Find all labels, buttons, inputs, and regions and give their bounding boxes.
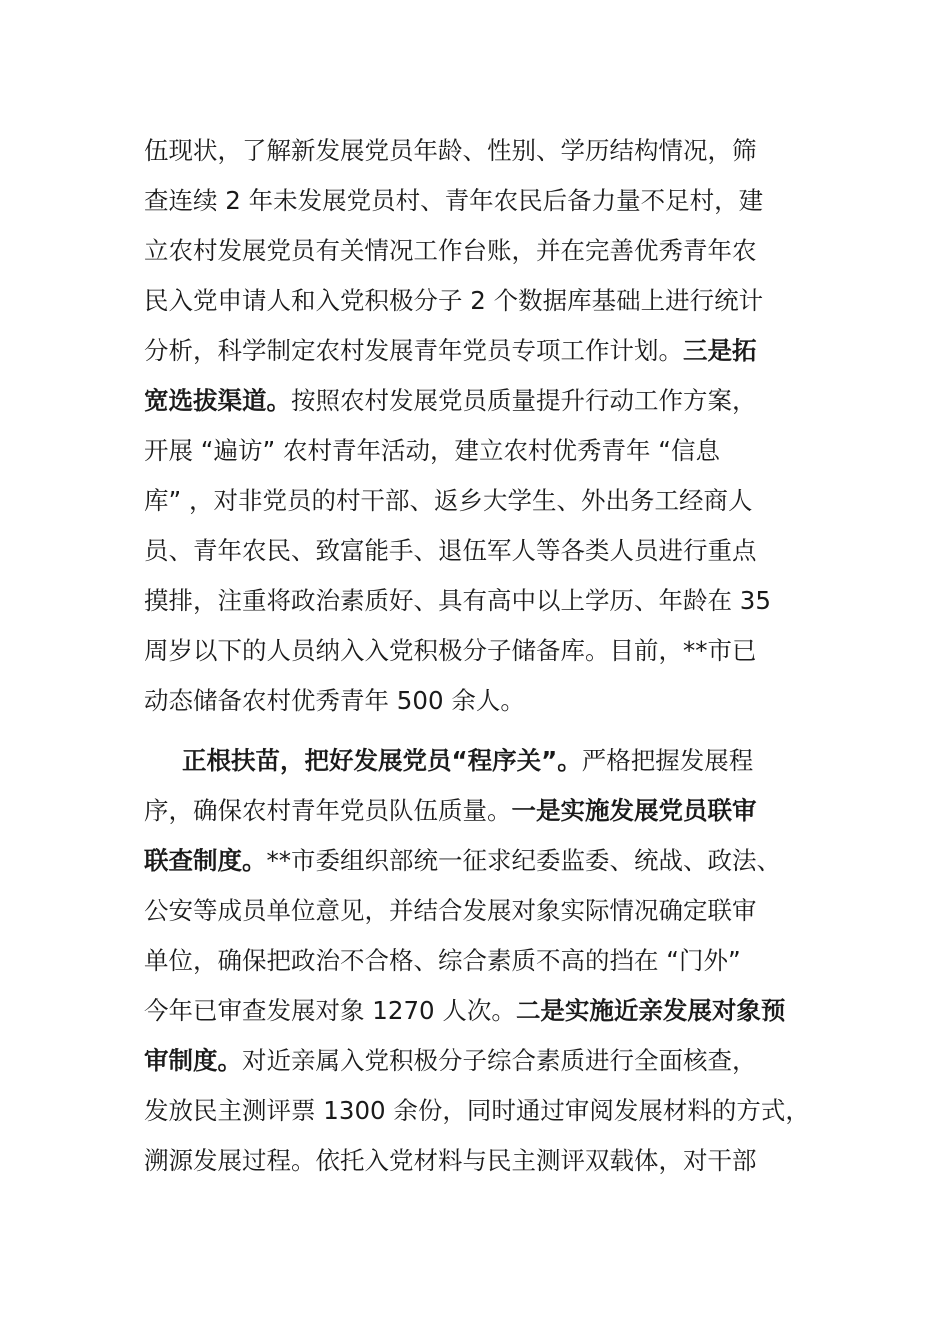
text-run: 序，确保农村青年党员队伍质量。 xyxy=(144,796,512,825)
text-line xyxy=(144,576,844,626)
text-line xyxy=(144,836,844,886)
text-run: 伍现状，了解新发展党员年龄、性别、学历结构情况，筛 xyxy=(144,136,757,165)
text-run: 查连续 2 年未发展党员村、青年农民后备力量不足村，建 xyxy=(144,186,764,215)
bold-text-run: 联查制度。 xyxy=(144,846,267,875)
bold-text-run: 正根扶苗，把好发展党员“程序关”。 xyxy=(182,746,582,775)
text-line xyxy=(144,886,844,936)
text-line xyxy=(144,476,844,526)
text-line xyxy=(144,176,844,226)
text-line xyxy=(144,1086,844,1136)
text-run: 摸排，注重将政治素质好、具有高中以上学历、年龄在 35 xyxy=(144,586,771,615)
text-line xyxy=(144,986,844,1036)
text-line xyxy=(144,376,844,426)
text-run: 立农村发展党员有关情况工作台账，并在完善优秀青年农 xyxy=(144,236,757,265)
bold-text-run: 审制度。 xyxy=(144,1046,242,1075)
text-run: 严格把握发展程 xyxy=(581,746,754,775)
text-line xyxy=(144,786,844,836)
text-run: 员、青年农民、致富能手、退伍军人等各类人员进行重点 xyxy=(144,536,757,565)
text-line xyxy=(144,1136,844,1186)
text-line xyxy=(144,126,844,176)
text-run: 单位，确保把政治不合格、综合素质不高的挡在 “门外” xyxy=(144,946,741,975)
bold-text-run: 三是拓 xyxy=(683,336,757,365)
text-line xyxy=(144,626,844,676)
text-run: 对近亲属入党积极分子综合素质进行全面核查， xyxy=(242,1046,757,1075)
text-run: 周岁以下的人员纳入入党积极分子储备库。目前，**市已 xyxy=(144,636,757,665)
bold-text-run: 宽选拔渠道。 xyxy=(144,386,291,415)
text-line xyxy=(144,936,844,986)
text-run: 库” ，对非党员的村干部、返乡大学生、外出务工经商人 xyxy=(144,486,753,515)
text-line xyxy=(144,1036,844,1086)
text-run: 按照农村发展党员质量提升行动工作方案， xyxy=(291,386,757,415)
text-run: 民入党申请人和入党积极分子 2 个数据库基础上进行统计 xyxy=(144,286,764,315)
bold-text-run: 二是实施近亲发展对象预 xyxy=(515,996,786,1025)
text-line xyxy=(144,426,844,476)
text-run: 公安等成员单位意见，并结合发展对象实际情况确定联审 xyxy=(144,896,757,925)
text-line xyxy=(144,736,844,786)
text-run: 开展 “遍访” 农村青年活动，建立农村优秀青年 “信息 xyxy=(144,436,720,465)
text-run: 今年已审查发展对象 1270 人次。 xyxy=(144,996,516,1025)
text-line xyxy=(144,526,844,576)
text-run: 动态储备农村优秀青年 500 余人。 xyxy=(144,686,525,715)
text-run: **市委组织部统一征求纪委监委、统战、政法、 xyxy=(266,846,781,875)
text-line xyxy=(144,676,844,726)
bold-text-run: 一是实施发展党员联审 xyxy=(511,796,757,825)
text-line xyxy=(144,276,844,326)
text-line xyxy=(144,326,844,376)
paragraph-2 xyxy=(144,736,844,1186)
text-line xyxy=(144,226,844,276)
text-run: 溯源发展过程。依托入党材料与民主测评双载体，对干部 xyxy=(144,1146,757,1175)
paragraph-1 xyxy=(144,126,844,726)
text-run: 分析，科学制定农村发展青年党员专项工作计划。 xyxy=(144,336,683,365)
text-run: 发放民主测评票 1300 余份，同时通过审阅发展材料的方式， xyxy=(144,1096,810,1125)
